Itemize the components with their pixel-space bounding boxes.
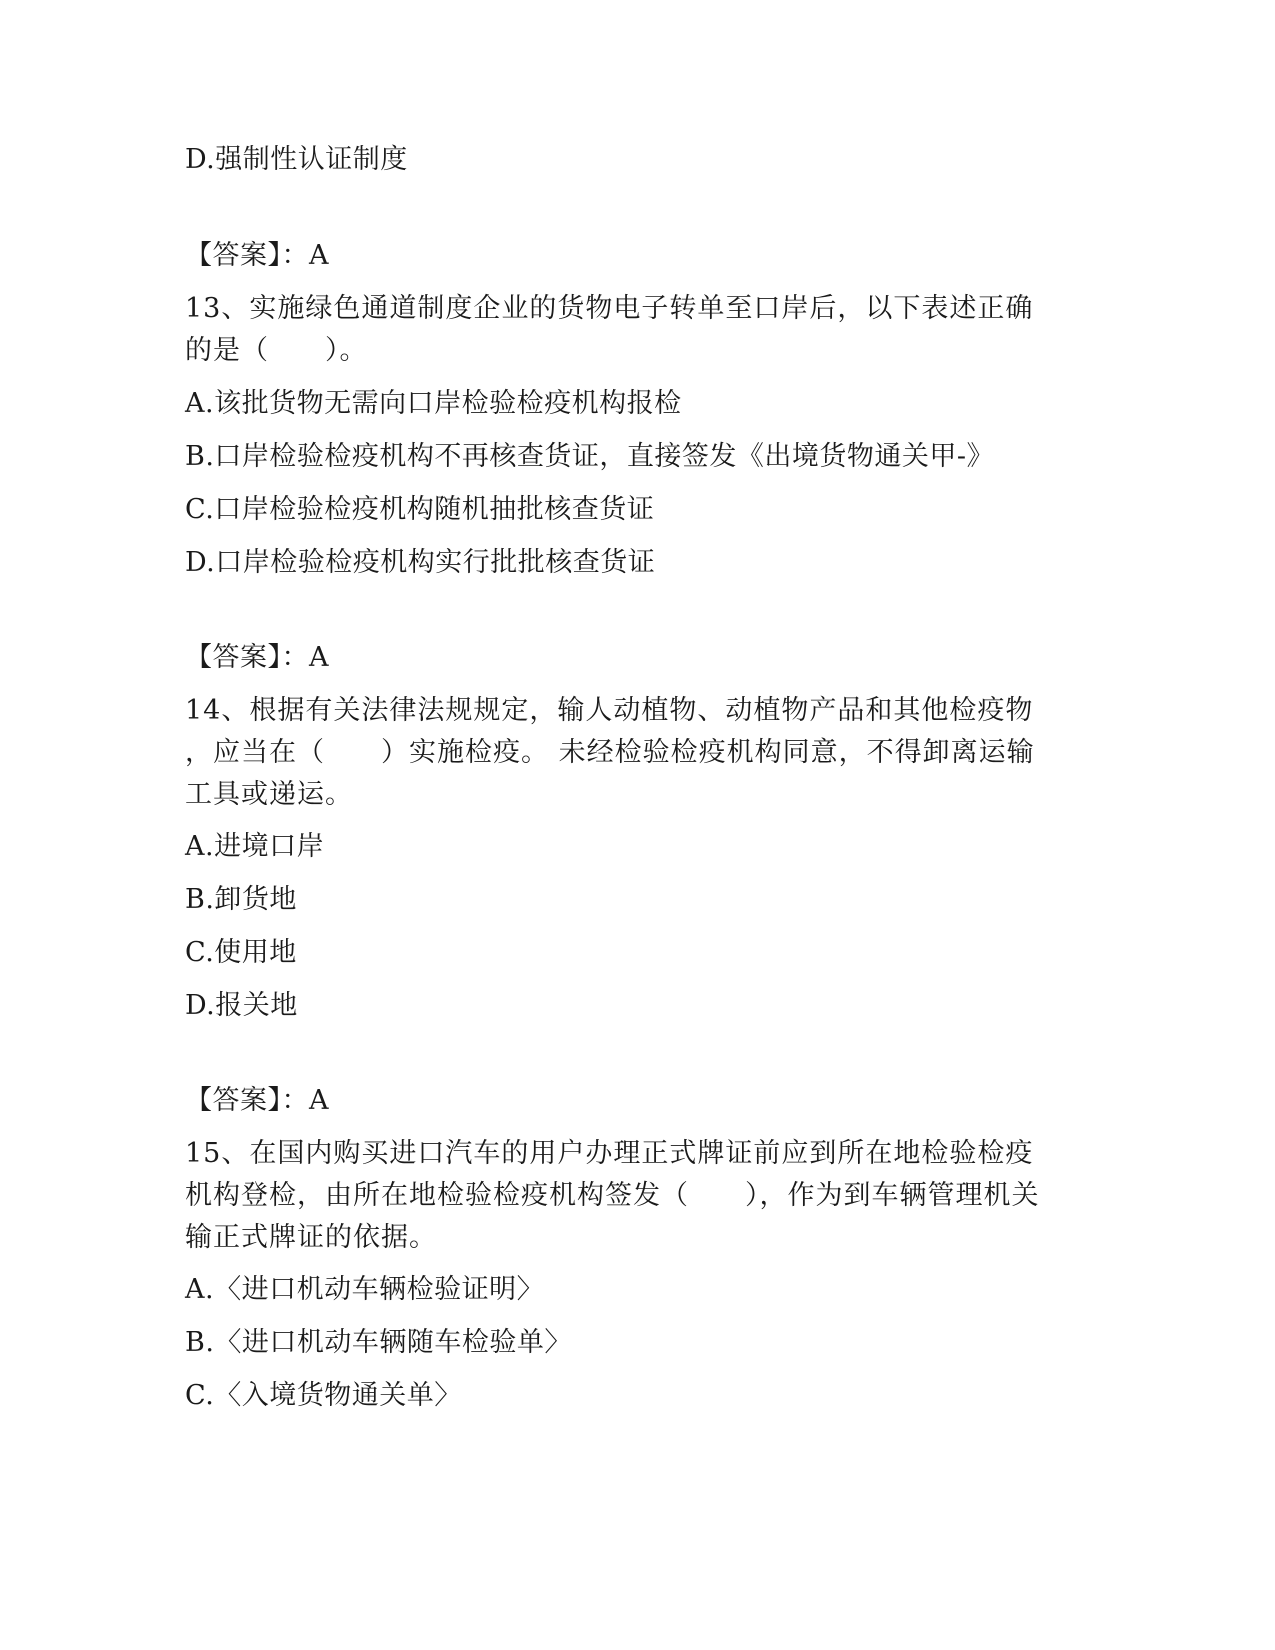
question-15-stem-line-2: 机构登检，由所在地检验检疫机构签发（ ），作为到车辆管理机关 bbox=[185, 1180, 1040, 1211]
question-14-option-d: D.报关地 bbox=[185, 990, 298, 1021]
document-page bbox=[185, 0, 1065, 1650]
question-14-option-a: A.进境口岸 bbox=[185, 831, 325, 862]
answer-q12: 【答案】：A bbox=[185, 240, 329, 271]
question-14-option-c: C.使用地 bbox=[185, 937, 297, 968]
question-14-stem-line-1: 14、根据有关法律法规规定，输人动植物、动植物产品和其他检疫物 bbox=[185, 695, 1034, 726]
option-d-prev: D.强制性认证制度 bbox=[185, 144, 408, 175]
question-15-option-a: A.〈进口机动车辆检验证明〉 bbox=[185, 1274, 545, 1305]
question-13-option-a: A.该批货物无需向口岸检验检疫机构报检 bbox=[185, 388, 682, 419]
question-13-option-c: C.口岸检验检疫机构随机抽批核查货证 bbox=[185, 494, 655, 525]
question-13-stem-line-1: 13、实施绿色通道制度企业的货物电子转单至口岸后，以下表述正确 bbox=[185, 293, 1034, 324]
answer-q13: 【答案】：A bbox=[185, 642, 329, 673]
question-13-option-d: D.口岸检验检疫机构实行批批核查货证 bbox=[185, 547, 656, 578]
question-13-stem-line-2: 的是（ ）。 bbox=[185, 335, 368, 366]
question-14-stem-line-3: 工具或递运。 bbox=[185, 779, 353, 810]
question-15-stem-line-1: 15、在国内购买进口汽车的用户办理正式牌证前应到所在地检验检疫 bbox=[185, 1138, 1034, 1169]
question-14-option-b: B.卸货地 bbox=[185, 884, 297, 915]
question-15-stem-line-3: 输正式牌证的依据。 bbox=[185, 1222, 437, 1253]
question-15-option-c: C.〈入境货物通关单〉 bbox=[185, 1380, 462, 1411]
question-15-option-b: B.〈进口机动车辆随车检验单〉 bbox=[185, 1327, 572, 1358]
answer-q14: 【答案】：A bbox=[185, 1085, 329, 1116]
question-14-stem-line-2: ，应当在（ ）实施检疫。 未经检验检疫机构同意，不得卸离运输 bbox=[185, 737, 1035, 768]
question-13-option-b: B.口岸检验检疫机构不再核查货证，直接签发《出境货物通关甲-》 bbox=[185, 441, 995, 472]
